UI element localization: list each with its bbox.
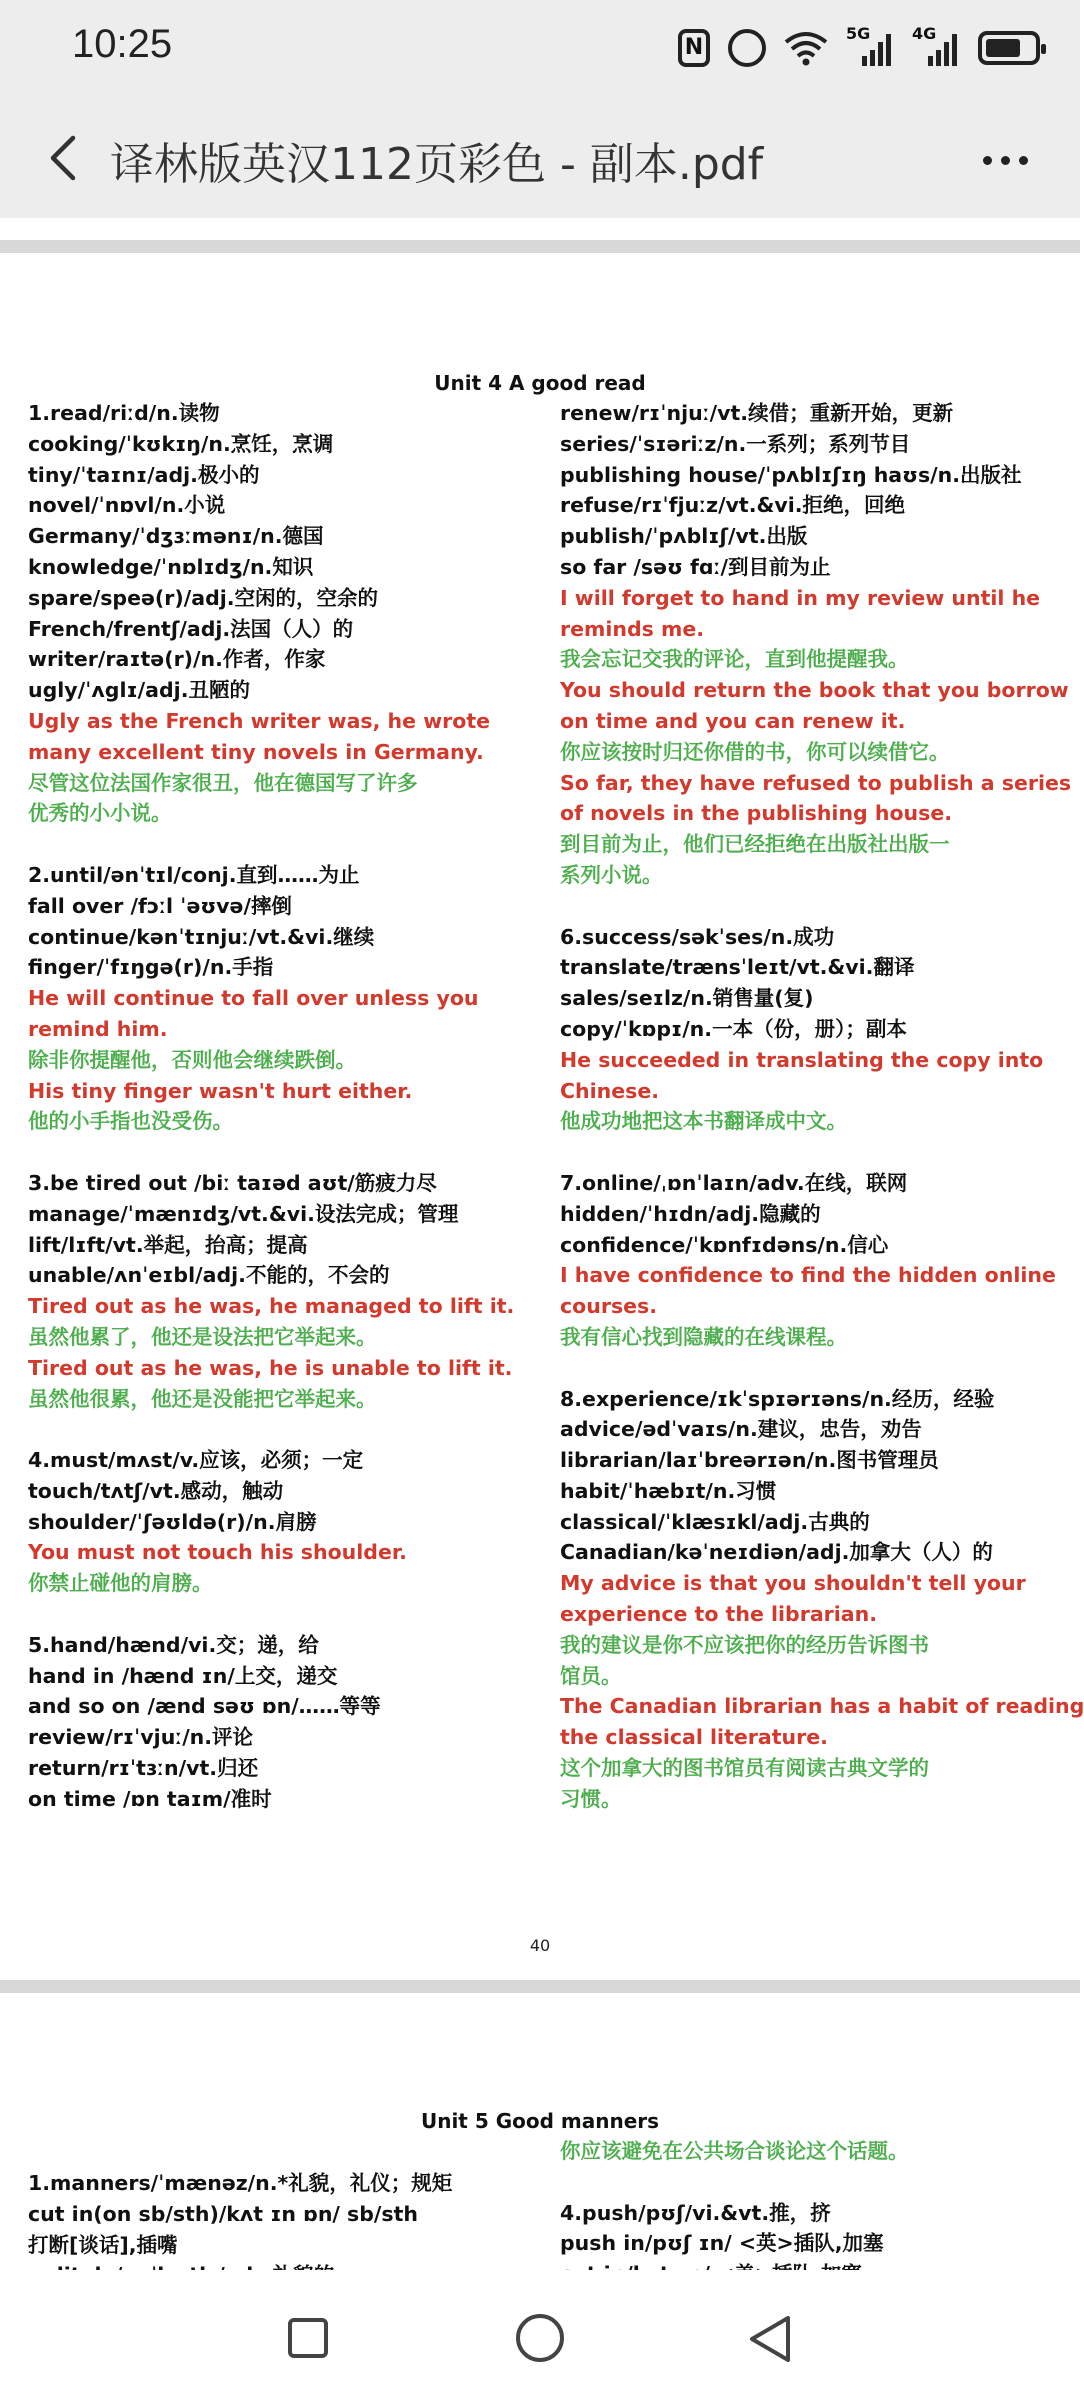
- chinese-sentence: 虽然他很累，他还是没能把它举起来。: [28, 1386, 377, 1411]
- english-sentence: His tiny finger wasn't hurt either.: [28, 1078, 413, 1103]
- vocab-line: renew/rɪˈnjuː/vt.续借；重新开始，更新: [560, 401, 954, 425]
- english-sentence: My advice is that you shouldn't tell your: [560, 1571, 1026, 1596]
- chinese-sentence: 优秀的小小说。: [28, 801, 172, 826]
- vocab-line: librarian/laɪˈbreərɪən/n.图书管理员: [560, 1448, 939, 1473]
- 4g-label: 4G: [912, 24, 937, 43]
- vocab-line: tiny/ˈtaɪnɪ/adj.极小的: [28, 462, 260, 487]
- vocab-line: 5.hand/hænd/vi.交；递，给: [28, 1632, 319, 1657]
- recent-apps-button[interactable]: [288, 2318, 328, 2358]
- vocab-line: hand in /hænd ɪn/上交，递交: [28, 1663, 338, 1688]
- vocab-line: novel/ˈnɒvl/n.小说: [28, 493, 226, 518]
- vocab-line: refuse/rɪˈfjuːz/vt.&vi.拒绝，回绝: [560, 493, 906, 518]
- vocab-line: cut in(on sb/sth)/kʌt ɪn ɒn/ sb/sth: [28, 2201, 419, 2226]
- unit-title: Unit 5 Good manners: [420, 2109, 660, 2133]
- battery-nub: [1041, 44, 1046, 54]
- vocab-line: manage/ˈmænɪdʒ/vt.&vi.设法完成；管理: [28, 1201, 459, 1226]
- vocab-line: ugly/ˈʌglɪ/adj.丑陋的: [28, 678, 250, 703]
- status-bar: [0, 0, 1080, 100]
- vocab-line: lift/lɪft/vt.举起，抬高；提高: [28, 1232, 308, 1257]
- triangle-back-icon: [746, 2314, 794, 2364]
- english-sentence: Ugly as the French writer was, he wrote: [28, 708, 491, 733]
- vocab-line: continue/kənˈtɪnjuː/vt.&vi.继续: [28, 924, 375, 949]
- english-sentence: I will forget to hand in my review until he: [560, 585, 1041, 610]
- english-sentence: So far, they have refused to publish a series: [560, 770, 1072, 795]
- english-sentence: Tired out as he was, he is unable to lift it.: [28, 1355, 513, 1380]
- vocab-line: 7.online/ˌɒnˈlaɪn/adv.在线，联网: [560, 1170, 908, 1195]
- english-sentence: experience to the librarian.: [560, 1602, 878, 1627]
- vocab-line: Germany/ˈdʒɜːmənɪ/n.德国: [28, 524, 324, 549]
- vocab-line: hidden/ˈhɪdn/adj.隐藏的: [560, 1201, 821, 1226]
- vocab-line: shoulder/ˈʃəʊldə(r)/n.肩膀: [28, 1509, 317, 1534]
- vocab-line: push in/pʊʃ ɪn/ <英>插队,加塞: [560, 2231, 884, 2256]
- status-time: 10:25: [72, 22, 173, 66]
- vocab-line: review/rɪˈvjuː/n.评论: [28, 1725, 254, 1750]
- right-column: [560, 398, 1084, 1815]
- chinese-sentence: 你禁止碰他的肩膀。: [28, 1571, 213, 1596]
- vocab-line: 1.manners/ˈmænəz/n.*礼貌，礼仪；规矩: [28, 2171, 453, 2195]
- vocab-line: copy/ˈkɒpɪ/n.一本（份，册）；副本: [560, 1016, 907, 1041]
- battery-icon: [978, 31, 1040, 65]
- pdf-page-40[interactable]: [0, 253, 1084, 1980]
- alarm-icon: [728, 29, 766, 67]
- blank-line: [28, 829, 514, 860]
- back-button[interactable]: [30, 126, 94, 190]
- blank-line: [560, 2167, 909, 2198]
- vocab-line: on time /ɒn taɪm/准时: [28, 1786, 272, 1811]
- chinese-sentence: 我有信心找到隐藏的在线课程。: [560, 1324, 847, 1349]
- english-sentence: You should return the book that you borrow: [560, 678, 1069, 703]
- vocab-line: series/ˈsɪəriːz/n.一系列；系列节目: [560, 431, 911, 456]
- chinese-sentence: 系列小说。: [560, 862, 663, 887]
- vocab-line: spare/speə(r)/adj.空闲的，空余的: [28, 585, 379, 610]
- chinese-sentence: 尽管这位法国作家很丑，他在德国写了许多: [28, 770, 418, 795]
- english-sentence: Tired out as he was, he managed to lift it.: [28, 1294, 515, 1319]
- back-nav-button[interactable]: [746, 2314, 794, 2364]
- vocab-line: French/frentʃ/adj.法国（人）的: [28, 616, 354, 641]
- status-icons: [678, 26, 1040, 70]
- more-dot-icon: [1001, 156, 1010, 165]
- vocab-line: 3.be tired out /biː taɪəd aʊt/筋疲力尽: [28, 1170, 437, 1195]
- blank-line: [560, 891, 1084, 922]
- vocab-line: 4.must/mʌst/v.应该，必须；一定: [28, 1448, 364, 1473]
- english-sentence: The Canadian librarian has a habit of reading: [560, 1694, 1084, 1719]
- vocab-line: writer/raɪtə(r)/n.作者，作家: [28, 647, 326, 672]
- page-separator: [0, 240, 1080, 253]
- vocab-line: so far /səʊ fɑː/到目前为止: [560, 554, 831, 579]
- vocab-line: 8.experience/ɪkˈspɪərɪəns/n.经历，经验: [560, 1386, 995, 1411]
- english-sentence: He succeeded in translating the copy into: [560, 1047, 1044, 1072]
- chinese-sentence: 虽然他累了，他还是设法把它举起来。: [28, 1324, 377, 1349]
- chinese-sentence: 我的建议是你不应该把你的经历告诉图书: [560, 1632, 929, 1657]
- vocab-line: and so on /ænd səʊ ɒn/……等等: [28, 1694, 381, 1719]
- chinese-sentence: 你应该按时归还你借的书，你可以续借它。: [560, 739, 950, 764]
- english-sentence: remind him.: [28, 1016, 168, 1041]
- vocab-line: publish/ˈpʌblɪʃ/vt.出版: [560, 524, 808, 549]
- blank-line: [560, 1137, 1084, 1168]
- app-bar: [0, 100, 1080, 218]
- more-dot-icon: [1019, 156, 1028, 165]
- page-separator: [0, 1980, 1080, 1993]
- battery-level: [986, 39, 1020, 57]
- vocab-line: habit/ˈhæbɪt/n.习惯: [560, 1478, 777, 1503]
- unit-title: Unit 4 A good read: [434, 371, 646, 395]
- blank-line: [28, 1137, 514, 1168]
- wifi-icon: [784, 30, 828, 66]
- 4g-signal-icon: [912, 24, 960, 68]
- chinese-sentence: 馆员。: [560, 1663, 622, 1688]
- document-title: 译林版英汉112页彩色 - 副本.pdf: [110, 139, 764, 190]
- english-sentence: courses.: [560, 1294, 658, 1319]
- vocab-line: touch/tʌtʃ/vt.感动，触动: [28, 1478, 284, 1503]
- chinese-sentence: 这个加拿大的图书馆员有阅读古典文学的: [560, 1756, 929, 1781]
- more-dot-icon: [983, 156, 992, 165]
- 5g-signal-icon: [846, 24, 894, 68]
- page-number: 40: [529, 1936, 551, 1955]
- vocab-line: 4.push/pʊʃ/vi.&vt.推，挤: [560, 2200, 831, 2225]
- vocab-line: 6.success/səkˈses/n.成功: [560, 924, 835, 949]
- nfc-icon: N: [678, 29, 710, 67]
- chinese-sentence: 他成功地把这本书翻译成中文。: [560, 1109, 847, 1134]
- english-sentence: Chinese.: [560, 1078, 660, 1103]
- vocab-line: 打断[谈话],插嘴: [28, 2232, 178, 2257]
- vocab-line: Canadian/kəˈneɪdiən/adj.加拿大（人）的: [560, 1540, 993, 1565]
- blank-line: [28, 1414, 514, 1445]
- vocab-line: translate/trænsˈleɪt/vt.&vi.翻译: [560, 955, 915, 980]
- english-sentence: on time and you can renew it.: [560, 708, 906, 733]
- vocab-line: knowledge/ˈnɒlɪdʒ/n.知识: [28, 554, 314, 579]
- vocab-line: fall over /fɔːl ˈəʊvə/摔倒: [28, 893, 292, 918]
- english-sentence: the classical literature.: [560, 1725, 828, 1750]
- navigation-bar: [0, 2270, 1080, 2400]
- vocab-line: 1.read/riːd/n.读物: [28, 401, 220, 425]
- english-sentence: I have confidence to find the hidden online: [560, 1263, 1056, 1288]
- vocab-line: publishing house/ˈpʌblɪʃɪŋ haʊs/n.出版社: [560, 462, 1022, 487]
- 5g-label: 5G: [846, 24, 871, 43]
- vocab-line: cooking/ˈkʊkɪŋ/n.烹饪，烹调: [28, 431, 334, 456]
- chinese-sentence: 你应该避免在公共场合谈论这个话题。: [560, 2139, 909, 2163]
- chinese-sentence: 他的小手指也没受伤。: [28, 1109, 233, 1134]
- chinese-sentence: 除非你提醒他，否则他会继续跌倒。: [28, 1047, 356, 1072]
- left-column: [28, 398, 514, 1815]
- english-sentence: You must not touch his shoulder.: [28, 1540, 407, 1565]
- vocab-line: advice/ədˈvaɪs/n.建议，忠告，劝告: [560, 1417, 922, 1442]
- more-options-button[interactable]: [970, 130, 1040, 190]
- vocab-line: unable/ʌnˈeɪbl/adj.不能的，不会的: [28, 1263, 390, 1288]
- pdf-page-41[interactable]: [0, 1993, 1080, 2270]
- chinese-sentence: 习惯。: [560, 1786, 622, 1811]
- right-column: [560, 2136, 909, 2290]
- vocab-line: confidence/ˈkɒnfɪdəns/n.信心: [560, 1232, 889, 1257]
- chevron-left-icon: [47, 134, 77, 182]
- vocab-line: finger/ˈfɪŋgə(r)/n.手指: [28, 955, 274, 980]
- english-sentence: many excellent tiny novels in Germany.: [28, 739, 484, 764]
- english-sentence: of novels in the publishing house.: [560, 801, 953, 826]
- vocab-line: 2.until/ənˈtɪl/conj.直到……为止: [28, 862, 360, 887]
- english-sentence: reminds me.: [560, 616, 705, 641]
- vocab-line: return/rɪˈtɜːn/vt.归还: [28, 1756, 259, 1781]
- blank-line: [28, 1599, 514, 1630]
- vocab-line: sales/seɪlz/n.销售量(复): [560, 986, 814, 1011]
- chinese-sentence: 我会忘记交我的评论，直到他提醒我。: [560, 647, 909, 672]
- blank-line: [560, 1353, 1084, 1384]
- vocab-line: classical/ˈklæsɪkl/adj.古典的: [560, 1509, 870, 1534]
- home-button[interactable]: [516, 2314, 564, 2362]
- english-sentence: He will continue to fall over unless you: [28, 986, 479, 1011]
- chinese-sentence: 到目前为止，他们已经拒绝在出版社出版一: [560, 832, 950, 857]
